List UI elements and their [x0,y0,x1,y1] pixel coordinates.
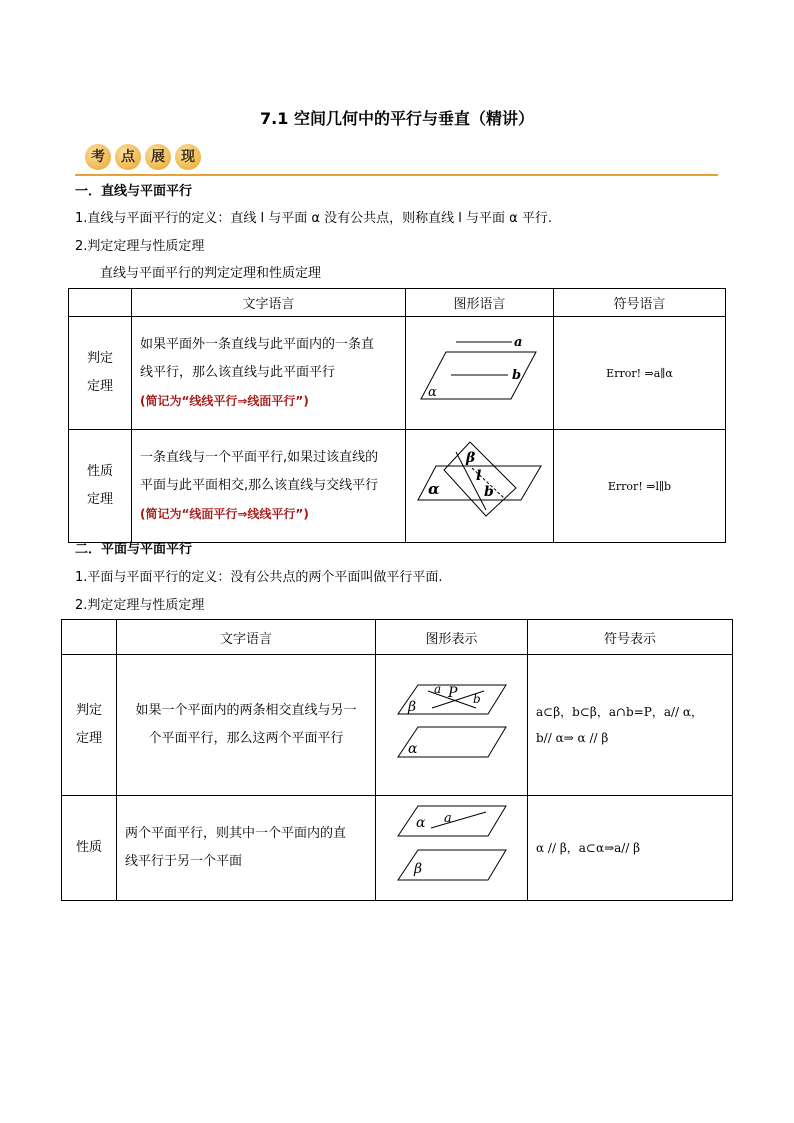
header-empty [69,289,132,317]
banner-char: 展 [145,144,171,170]
row-label [69,317,132,430]
header-empty [62,620,117,655]
row-label [69,430,132,543]
row-label [62,655,117,796]
row-note: (简记为“线线平行⇒线面平行”) [140,394,309,408]
section2-subheading: 2.判定定理与性质定理 [75,598,205,613]
row-symbol: α // β，a⊂α⇒a// β [528,796,733,901]
header-text-language: 文字语言 [117,620,376,655]
line-a [431,812,486,828]
label-a: a [514,335,523,350]
header-symbol-language: 符号语言 [554,289,726,317]
intersecting-planes-figure [406,430,554,538]
row-symbol-line: a⊂β，b⊂β，a∩b=P，a// α， [536,705,703,719]
label-P: P [448,685,458,701]
row-label-line: 性质 [75,840,102,855]
banner-char: 点 [115,144,141,170]
section1-heading: 一．直线与平面平行 [75,184,193,199]
row-symbol-line: b// α⇒ α // β [536,731,609,745]
banner-char: 现 [175,144,201,170]
row-text [117,655,376,796]
parallel-planes-judgment-figure [376,655,528,791]
table-row [69,430,726,543]
label-beta: β [466,450,476,466]
plane-alpha [398,806,506,836]
label-beta: β [414,861,423,877]
row-figure [376,655,528,796]
banner-char: 考 [85,144,111,170]
plane-plane-parallel-table [61,619,733,901]
header-figure-language: 图形语言 [406,289,554,317]
row-label-line: 定理 [86,379,113,394]
label-l: l [476,468,482,484]
page-title: 7.1 空间几何中的平行与垂直（精讲） [260,109,534,128]
table-row [62,796,733,901]
label-alpha: α [428,385,437,400]
row-label-line: 判定 [75,703,102,718]
table-header-row [62,620,733,655]
row-text-line: 如果一个平面内的两条相交直线与另一 [135,703,357,718]
label-b: b [473,692,481,706]
header-figure-representation: 图形表示 [376,620,528,655]
row-text-line: 个平面平行，那么这两个平面平行 [148,731,344,746]
label-alpha: α [416,815,426,831]
parallel-planes-property-figure [376,796,528,896]
row-label-line: 性质 [86,464,113,479]
row-figure [376,796,528,901]
section1-intro: 直线与平面平行的判定定理和性质定理 [100,266,322,281]
row-label-line: 定理 [86,492,113,507]
table-row [62,655,733,796]
row-figure [406,317,554,430]
row-note: (简记为“线面平行⇒线线平行”) [140,507,309,521]
row-text-line: 线平行于另一个平面 [125,854,243,869]
row-text [117,796,376,901]
table-header-row [69,289,726,317]
row-label [62,796,117,901]
section2-definition: 1.平面与平面平行的定义：没有公共点的两个平面叫做平行平面. [75,570,443,585]
line-plane-parallel-table [68,288,726,543]
label-b: b [484,484,494,500]
table-row [69,317,726,430]
row-text-line: 平面与此平面相交,那么该直线与交线平行 [140,478,379,493]
section2-heading: 二．平面与平面平行 [75,542,193,557]
row-text [132,430,406,543]
banner-underline [75,174,718,176]
label-alpha: α [428,480,440,498]
header-symbol-representation: 符号表示 [528,620,733,655]
label-alpha: α [408,741,418,757]
label-b: b [512,368,522,383]
section-banner [85,144,220,174]
label-beta: β [408,699,417,715]
header-text-language: 文字语言 [132,289,406,317]
label-a: a [434,682,442,696]
section1-definition: 1.直线与平面平行的定义：直线 l 与平面 α 没有公共点，则称直线 l 与平面 α 平行. [75,211,552,226]
parallel-line-plane-figure [406,317,554,425]
row-symbol [528,655,733,796]
section1-subheading: 2.判定定理与性质定理 [75,239,205,254]
row-symbol: Error! ⇒a∥α [554,317,726,430]
row-label-line: 判定 [86,351,113,366]
row-text-line: 线平行，那么该直线与此平面平行 [140,365,336,380]
row-symbol: Error! ⇒l∥b [554,430,726,543]
row-label-line: 定理 [75,731,102,746]
row-text-line: 两个平面平行，则其中一个平面内的直 [125,826,347,841]
row-figure [406,430,554,543]
row-text-line: 如果平面外一条直线与此平面内的一条直 [140,337,375,352]
row-text [132,317,406,430]
row-text-line: 一条直线与一个平面平行,如果过该直线的 [140,450,379,465]
label-a: a [444,811,452,826]
